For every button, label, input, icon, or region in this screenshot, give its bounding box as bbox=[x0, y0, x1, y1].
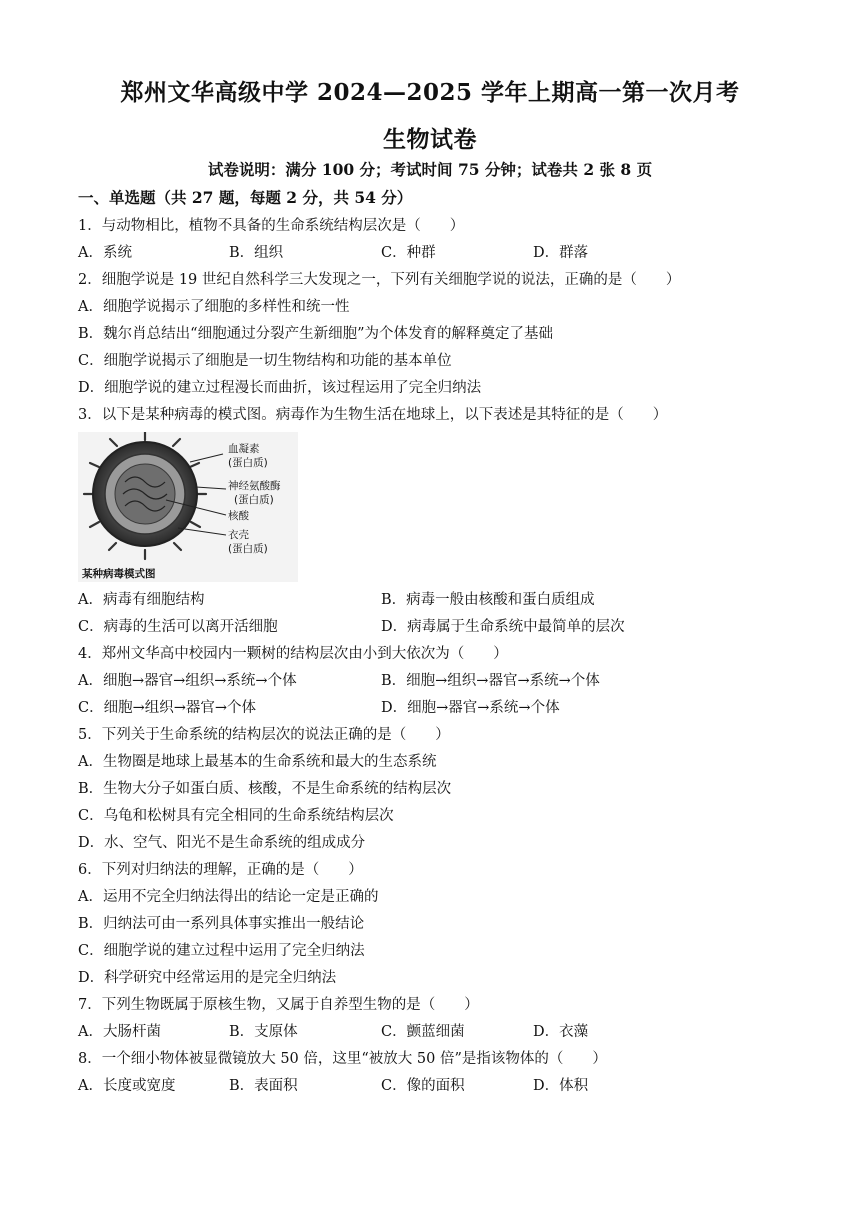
option-2c: C．细胞学说揭示了细胞是一切生物结构和功能的基本单位 bbox=[78, 353, 452, 369]
option-8d: D．体积 bbox=[533, 1078, 589, 1094]
option-4d: D．细胞→器官→系统→个体 bbox=[381, 700, 560, 716]
label-protein-3: (蛋白质) bbox=[228, 543, 268, 555]
exam-subtitle: 生物试卷 bbox=[383, 126, 477, 153]
label-neuraminidase: 神经氨酸酶 bbox=[228, 480, 281, 492]
exam-instructions: 试卷说明：满分 100 分；考试时间 75 分钟；试卷共 2 张 8 页 bbox=[207, 160, 653, 179]
option-6d: D．科学研究中经常运用的是完全归纳法 bbox=[78, 970, 337, 986]
option-5c: C．乌龟和松树具有完全相同的生命系统结构层次 bbox=[78, 808, 394, 824]
option-7a: A．大肠杆菌 bbox=[78, 1024, 161, 1040]
option-3d: D．病毒属于生命系统中最简单的层次 bbox=[381, 619, 625, 635]
option-7d: D．衣藻 bbox=[533, 1024, 589, 1040]
option-1c: C．种群 bbox=[381, 245, 436, 261]
option-5a: A．生物圈是地球上最基本的生命系统和最大的生态系统 bbox=[78, 754, 437, 770]
option-8c: C．像的面积 bbox=[381, 1078, 465, 1094]
question-stem-4: 4．郑州文华高中校园内一颗树的结构层次由小到大依次为（ ） bbox=[78, 646, 508, 662]
question-stem-5: 5．下列关于生命系统的结构层次的说法正确的是（ ） bbox=[78, 727, 450, 743]
option-2a: A．细胞学说揭示了细胞的多样性和统一性 bbox=[78, 299, 350, 315]
option-1d: D．群落 bbox=[533, 245, 589, 261]
option-7b: B．支原体 bbox=[229, 1024, 298, 1040]
option-4a: A．细胞→器官→组织→系统→个体 bbox=[78, 673, 297, 689]
option-3b: B．病毒一般由核酸和蛋白质组成 bbox=[381, 592, 595, 608]
option-7c: C．颤蓝细菌 bbox=[381, 1024, 465, 1040]
option-1a: A．系统 bbox=[78, 245, 132, 261]
figure-caption: 某种病毒模式图 bbox=[82, 568, 156, 580]
question-stem-2: 2．细胞学说是 19 世纪自然科学三大发现之一，下列有关细胞学说的说法，正确的是（ ） bbox=[78, 272, 681, 288]
label-capsid: 衣壳 bbox=[228, 529, 249, 541]
option-6c: C．细胞学说的建立过程中运用了完全归纳法 bbox=[78, 943, 365, 959]
label-protein-2: (蛋白质) bbox=[234, 494, 274, 506]
option-2b: B．魏尔肖总结出“细胞通过分裂产生新细胞”为个体发育的解释奠定了基础 bbox=[78, 326, 553, 342]
option-2d: D．细胞学说的建立过程漫长而曲折，该过程运用了完全归纳法 bbox=[78, 380, 482, 396]
question-stem-8: 8．一个细小物体被显微镜放大 50 倍，这里“被放大 50 倍”是指该物体的（ ） bbox=[78, 1051, 607, 1067]
option-4b: B．细胞→组织→器官→系统→个体 bbox=[381, 673, 600, 689]
option-8a: A．长度或宽度 bbox=[78, 1078, 176, 1094]
option-6b: B．归纳法可由一系列具体事实推出一般结论 bbox=[78, 916, 365, 932]
option-3c: C．病毒的生活可以离开活细胞 bbox=[78, 619, 278, 635]
option-1b: B．组织 bbox=[229, 245, 284, 261]
exam-title: 郑州文华高级中学 2024—2025 学年上期高一第一次月考 bbox=[120, 79, 740, 106]
label-hemagglutinin: 血凝素 bbox=[228, 443, 260, 455]
label-nucleic-acid: 核酸 bbox=[228, 510, 249, 522]
section-heading: 一、单选题（共 27 题，每题 2 分，共 54 分） bbox=[78, 188, 413, 207]
question-stem-6: 6．下列对归纳法的理解，正确的是（ ） bbox=[78, 862, 363, 878]
option-6a: A．运用不完全归纳法得出的结论一定是正确的 bbox=[78, 889, 379, 905]
virus-diagram bbox=[78, 432, 298, 582]
label-protein-1: (蛋白质) bbox=[228, 457, 268, 469]
option-5b: B．生物大分子如蛋白质、核酸，不是生命系统的结构层次 bbox=[78, 781, 452, 797]
question-stem-3: 3．以下是某种病毒的模式图。病毒作为生物生活在地球上，以下表述是其特征的是（ ） bbox=[78, 407, 668, 423]
option-8b: B．表面积 bbox=[229, 1078, 298, 1094]
question-stem-7: 7．下列生物既属于原核生物，又属于自养型生物的是（ ） bbox=[78, 997, 479, 1013]
question-stem-1: 1．与动物相比，植物不具备的生命系统结构层次是（ ） bbox=[78, 218, 465, 234]
option-5d: D．水、空气、阳光不是生命系统的组成成分 bbox=[78, 835, 366, 851]
option-3a: A．病毒有细胞结构 bbox=[78, 592, 205, 608]
option-4c: C．细胞→组织→器官→个体 bbox=[78, 700, 257, 716]
